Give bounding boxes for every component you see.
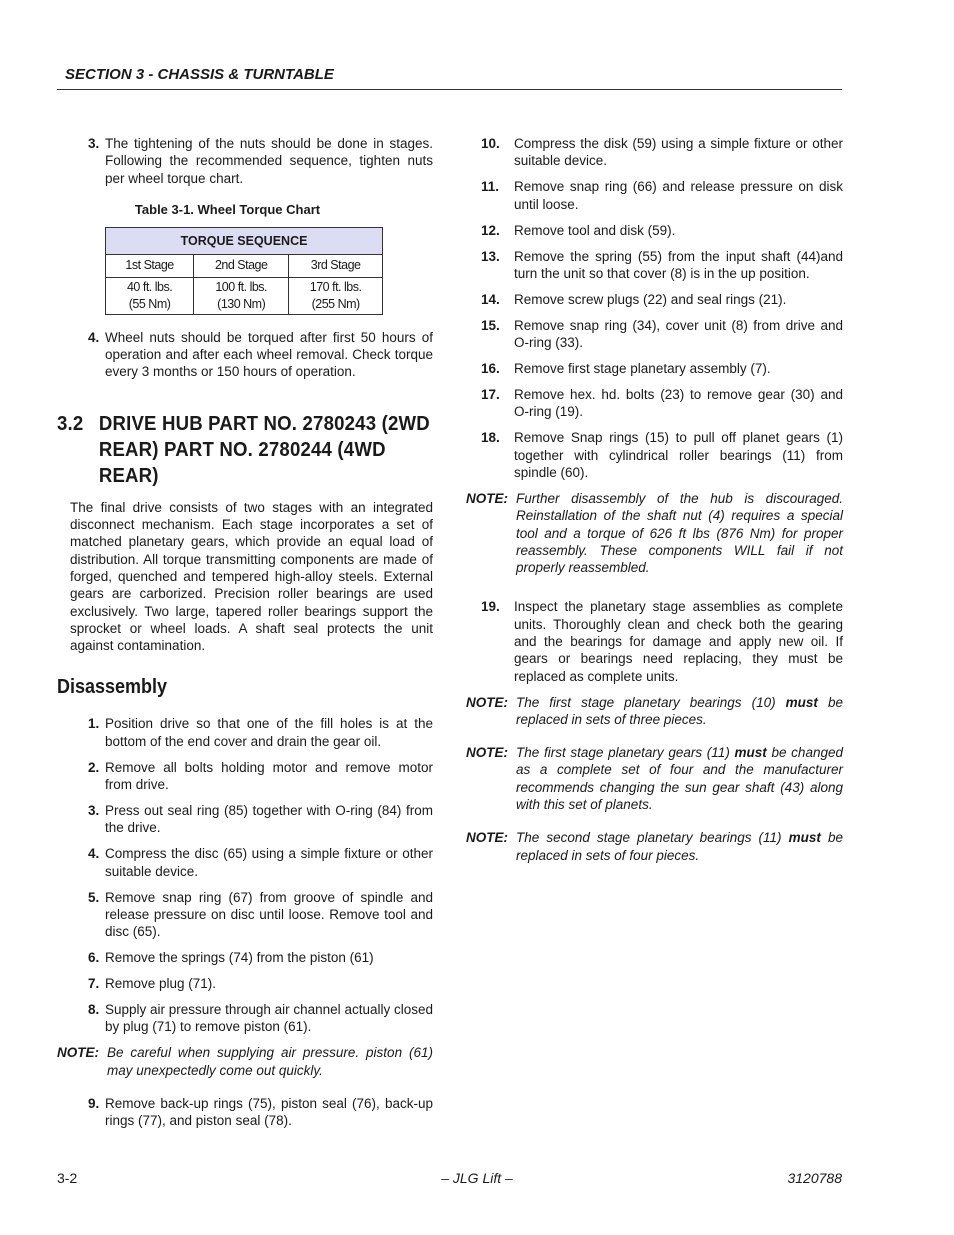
step-number: 9. — [88, 1096, 100, 1111]
step-text: Remove snap ring (67) from groove of spindle and release pressure on disc until loose. Remove tool and disc (65). — [105, 889, 433, 940]
step-text: Remove snap ring (66) and release pressure on disk until loose. — [514, 179, 843, 212]
column-header: 2nd Stage — [194, 254, 289, 277]
step-text: Compress the disk (59) using a simple fixture or other suitable device. — [514, 136, 843, 169]
table-cell: 170 ft. lbs. (255 Nm) — [289, 277, 383, 314]
document-number: 3120788 — [787, 1170, 842, 1186]
intro-paragraph: The final drive consists of two stages with an integrated disconnect mechanism. Each stage incorporates a set of matched planetary gears, which provide an equal load of distribution. All torque transmitting components are made of forged, quenched and tempered high-alloy steels. External gears are carborized. Precision roller bearings are used exclusively. Two large, tapered roller bearings support the sprocket or wheel loads. A shaft seal protects the unit against contamination. — [70, 499, 433, 654]
step-number: 13. — [481, 248, 500, 264]
step-number: 16. — [481, 361, 500, 377]
list-item — [466, 178, 843, 213]
step-number: 17. — [481, 387, 500, 403]
list-item — [466, 291, 843, 308]
column-header: 3rd Stage — [289, 254, 383, 277]
list-item — [466, 386, 843, 421]
note-label: NOTE: — [466, 694, 508, 710]
step-number: 15. — [481, 317, 500, 333]
step-text: Position drive so that one of the fill holes is at the bottom of the end cover and drain the gear oil. — [105, 716, 433, 749]
step-text: Remove tool and disk (59). — [514, 222, 676, 238]
step-number: 12. — [481, 222, 500, 238]
list-item — [57, 759, 433, 794]
list-item — [57, 1001, 433, 1036]
list-item — [57, 135, 433, 187]
header-rule — [57, 89, 842, 90]
note-text: The first stage planetary bearings (10) must be replaced in sets of three pieces. — [516, 694, 843, 727]
note-block — [466, 829, 843, 864]
list-item — [57, 1095, 433, 1130]
left-column — [57, 135, 433, 1138]
step-number: 14. — [481, 291, 500, 307]
footer-brand: – JLG Lift – — [441, 1170, 513, 1186]
note-text: Be careful when supplying air pressure. piston (61) may unexpectedly come out quickly. — [107, 1045, 433, 1078]
list-item — [466, 598, 843, 684]
table-caption: Table 3-1. Wheel Torque Chart — [134, 201, 321, 217]
list-item — [57, 949, 433, 966]
step-number: 6. — [88, 950, 100, 966]
step-text: Supply air pressure through air channel actually closed by plug (71) to remove piston (61). — [105, 1002, 433, 1035]
list-item — [57, 975, 433, 992]
step-number: 3. — [88, 803, 100, 819]
table-cell: 40 ft. lbs. (55 Nm) — [106, 277, 194, 314]
list-item — [57, 715, 433, 750]
note-text: The second stage planetary bearings (11) must be replaced in sets of four pieces. — [516, 830, 843, 863]
step-text: Inspect the planetary stage assemblies as complete units. Thoroughly clean and check both the gearing and the bearings for damage and apply new oil. If gears or bearings need replacing, they must be replaced as complete units. — [514, 599, 843, 684]
step-text: Remove back-up rings (75), piston seal (76), back-up rings (77), and piston seal (78). — [105, 1096, 433, 1129]
section-heading — [57, 411, 448, 489]
list-item — [466, 135, 843, 170]
step-number: 18. — [481, 430, 500, 446]
step-text: The tightening of the nuts should be done in stages. Following the recommended sequence, tighten nuts per wheel torque chart. — [105, 136, 433, 186]
note-block — [466, 744, 843, 813]
note-block — [466, 694, 843, 729]
step-text: Remove hex. hd. bolts (23) to remove gear (30) and O-ring (19). — [514, 387, 843, 420]
subheading-disassembly: Disassembly — [57, 676, 168, 699]
step-number: 19. — [481, 599, 500, 615]
step-text: Remove the springs (74) from the piston (61) — [105, 950, 374, 966]
step-number: 5. — [88, 889, 100, 905]
step-number: 2. — [88, 759, 100, 775]
section-header: SECTION 3 - CHASSIS & TURNTABLE — [65, 66, 334, 83]
note-label: NOTE: — [466, 490, 508, 506]
step-text: Compress the disc (65) using a simple fixture or other suitable device. — [105, 846, 433, 879]
list-item — [57, 889, 433, 941]
step-text: Remove snap ring (34), cover unit (8) from drive and O-ring (33). — [514, 317, 843, 351]
right-column — [466, 135, 843, 880]
note-label: NOTE: — [466, 745, 508, 761]
step-number: 7. — [88, 976, 100, 992]
step-text: Wheel nuts should be torqued after first 50 hours of operation and after each wheel removal. Check torque every 3 months or 150 hours of operation. — [105, 329, 433, 380]
step-number: 10. — [481, 136, 500, 151]
list-item — [466, 248, 843, 283]
step-number: 4. — [88, 329, 100, 345]
list-item — [466, 317, 843, 352]
step-number: 4. — [88, 846, 100, 862]
table-cell: 100 ft. lbs. (130 Nm) — [194, 277, 289, 314]
step-number: 8. — [88, 1002, 100, 1018]
note-block — [466, 490, 843, 576]
step-number: 11. — [481, 179, 500, 195]
wheel-torque-table — [105, 227, 383, 315]
step-text: Remove first stage planetary assembly (7). — [514, 361, 771, 377]
note-block — [57, 1044, 433, 1079]
page-number: 3-2 — [57, 1170, 78, 1186]
note-label: NOTE: — [466, 830, 508, 846]
section-title: DRIVE HUB PART NO. 2780243 (2WD REAR) PART NO. 2780244 (4WD REAR) — [98, 412, 430, 487]
list-item — [466, 222, 843, 239]
step-text: Remove Snap rings (15) to pull off planet gears (1) together with cylindrical roller bearings (11) from spindle (60). — [514, 430, 843, 480]
step-text: Remove the spring (55) from the input shaft (44)and turn the unit so that cover (8) is in the up position. — [514, 248, 843, 281]
step-text: Remove all bolts holding motor and remove motor from drive. — [105, 759, 433, 793]
step-number: 3. — [88, 136, 100, 151]
table-row — [106, 277, 383, 314]
step-text: Press out seal ring (85) together with O-ring (84) from the drive. — [105, 803, 433, 836]
section-number: 3.2 — [57, 412, 84, 435]
step-text: Remove plug (71). — [105, 976, 217, 992]
list-item — [57, 329, 433, 381]
table-header: TORQUE SEQUENCE — [106, 227, 383, 254]
note-text: The first stage planetary gears (11) must be changed as a complete set of four and the manufacturer recommends changing the sun gear shaft (43) along with this set of planets. — [516, 745, 843, 813]
step-number: 1. — [88, 716, 100, 732]
list-item — [466, 360, 843, 377]
step-text: Remove screw plugs (22) and seal rings (21). — [514, 291, 787, 307]
note-text: Further disassembly of the hub is discouraged. Reinstallation of the shaft nut (4) requires a special tool and a torque of 626 ft lbs (876 Nm) for proper reassembly. These components WILL fail if not properly reassembled. — [516, 490, 843, 576]
list-item — [466, 429, 843, 481]
list-item — [57, 845, 433, 880]
note-label: NOTE: — [57, 1045, 99, 1061]
column-header: 1st Stage — [106, 254, 194, 277]
list-item — [57, 802, 433, 837]
